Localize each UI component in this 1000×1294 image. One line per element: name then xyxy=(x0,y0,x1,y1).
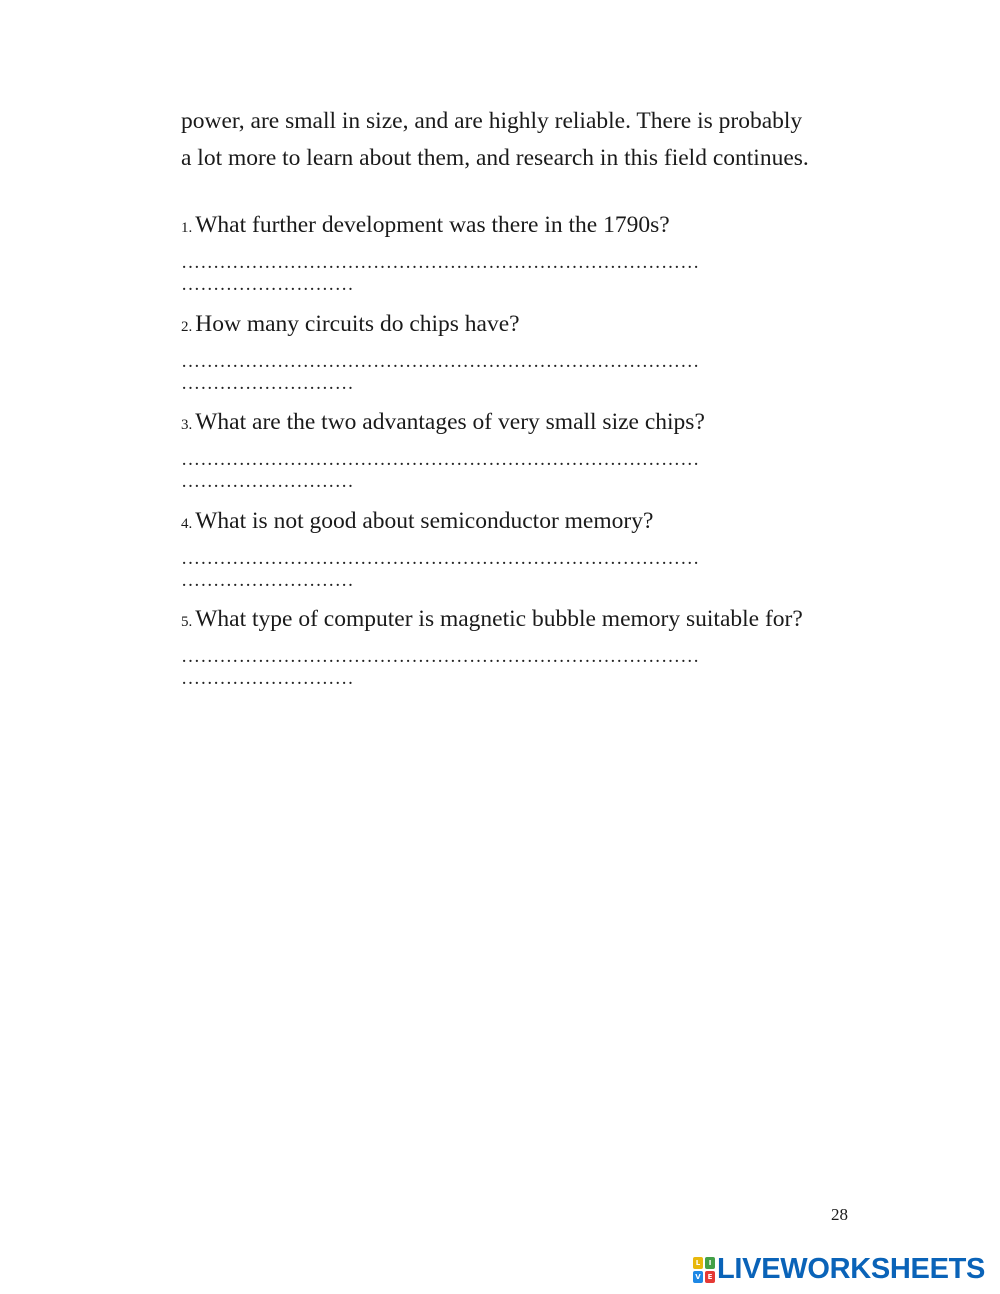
question-number: 3. xyxy=(181,417,193,433)
logo-tile-v-icon: V xyxy=(693,1271,703,1283)
question-text xyxy=(181,406,881,441)
question-number: 1. xyxy=(181,220,193,236)
answer-line-continuation[interactable]: ……………………… xyxy=(181,274,354,295)
answer-line[interactable]: ……………………………………………………………………… xyxy=(181,449,700,470)
logo-tile-e-icon: E xyxy=(705,1271,715,1283)
question-list xyxy=(181,209,881,702)
question-number: 5. xyxy=(181,614,193,630)
passage-line: a lot more to learn about them, and research in this field continues. xyxy=(181,145,809,171)
question-text xyxy=(181,209,881,244)
question-item xyxy=(181,505,881,604)
answer-line-continuation[interactable]: ……………………… xyxy=(181,471,354,492)
logo-tile-l-icon: L xyxy=(693,1257,703,1269)
answer-line[interactable]: ……………………………………………………………………… xyxy=(181,646,700,667)
question-number: 4. xyxy=(181,515,193,532)
passage-text xyxy=(181,103,861,177)
question-item xyxy=(181,209,881,308)
question-text xyxy=(181,308,881,343)
question-item xyxy=(181,308,881,407)
answer-line-continuation[interactable]: ……………………… xyxy=(181,372,354,394)
answer-line-continuation[interactable]: ……………………… xyxy=(181,569,354,591)
brand-name: LIVEWORKSHEETS xyxy=(717,1253,986,1285)
question-text xyxy=(181,505,881,540)
question-item xyxy=(181,406,881,505)
question-text xyxy=(181,603,881,638)
question-label: What further development was there in the 1790s? xyxy=(195,212,670,238)
question-label: What type of computer is magnetic bubble memory suitable for? xyxy=(195,606,803,632)
logo-tile-i-icon: I xyxy=(705,1257,715,1269)
question-label: What is not good about semiconductor memory? xyxy=(195,507,654,534)
question-label: What are the two advantages of very small size chips? xyxy=(195,409,705,435)
question-label: How many circuits do chips have? xyxy=(195,310,520,337)
answer-line[interactable]: ……………………………………………………………………… xyxy=(181,350,700,372)
answer-line[interactable]: ……………………………………………………………………… xyxy=(181,252,700,273)
question-number: 2. xyxy=(181,318,193,335)
passage-line: power, are small in size, and are highly reliable. There is probably xyxy=(181,108,803,134)
question-item xyxy=(181,603,881,702)
liveworksheets-icon xyxy=(693,1257,715,1283)
answer-line-continuation[interactable]: ……………………… xyxy=(181,668,354,689)
page-number: 28 xyxy=(831,1205,848,1224)
answer-line[interactable]: ……………………………………………………………………… xyxy=(181,547,700,569)
liveworksheets-logo xyxy=(693,1253,985,1286)
